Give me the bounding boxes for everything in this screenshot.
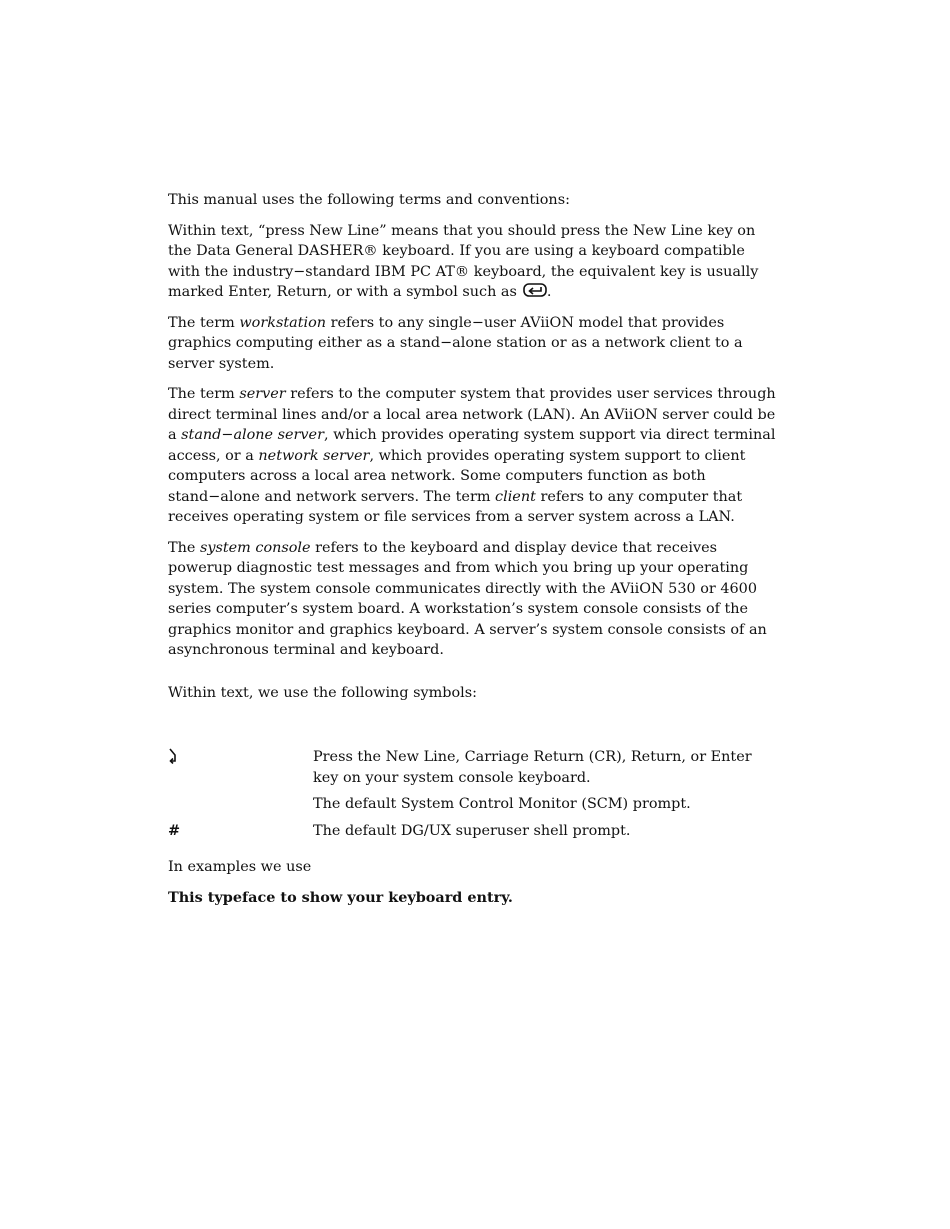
examples-intro: In examples we use	[168, 859, 312, 875]
document-page	[168, 190, 780, 918]
keyboard-entry-example: This typeface to show your keyboard entry.	[168, 888, 513, 906]
paragraph-new-line-text: Within text, “press New Line” means that you should press the New Line key on the Data General DASHER® keyboard. If you are using a keyboard compatible with the industry−standard IBM PC AT® keyboard, the equivalent key is usually marked Enter, Return, or with a symbol such as	[168, 222, 759, 300]
symbol-key	[168, 794, 313, 815]
symbol-key: #	[168, 821, 181, 839]
term-stand-alone-server: stand−alone server	[181, 427, 324, 443]
text-span: The term	[168, 314, 240, 331]
text-span: The term	[168, 386, 240, 402]
paragraph-new-line	[168, 221, 780, 303]
term-network-server: network server	[258, 447, 370, 464]
enter-key-icon	[523, 283, 547, 297]
paragraph-server	[168, 384, 780, 528]
intro-text: This manual uses the following terms and conventions:	[168, 192, 570, 208]
text-span: The	[168, 539, 200, 556]
symbols-intro: Within text, we use the following symbols:	[168, 684, 477, 701]
term-workstation: workstation	[239, 314, 327, 331]
text-span: , which provides operating system support via direct terminal access, or a	[168, 427, 776, 464]
text-span: refers to the computer system that provides user services through direct terminal lines and/or a local area network (LAN). An AViiON server could be a	[168, 386, 776, 443]
text-span: refers to any single−user AViiON model that provides graphics computing either as a stand−alone station or as a network client to a server system.	[168, 314, 743, 372]
paragraph-new-line-end: .	[546, 284, 552, 300]
symbol-key	[168, 747, 313, 788]
term-server: server	[239, 386, 286, 402]
symbol-description: Press the New Line, Carriage Return (CR), Return, or Enter key on your system console keyboard.	[313, 749, 752, 786]
text-span: , which provides operating system support to client computers across a local area network. Some computers function as both stand−alone and network servers. The term	[168, 447, 746, 505]
term-client: client	[495, 488, 536, 505]
symbol-row	[168, 794, 780, 815]
text-span: refers to the keyboard and display device that receives powerup diagnostic test messages and from which you bring up your operating system. The system console communicates directly with the AViiON 530 or 4600 series computer’s system board. A workstation’s system console consists of the graphics monitor and graphics keyboard. A server’s system console consists of an asynchronous terminal and keyboard.	[168, 539, 767, 658]
text-span: refers to any computer that receives operating system or file services from a server system across a LAN.	[168, 488, 743, 525]
symbol-description: The default DG/UX superuser shell prompt.	[313, 822, 631, 839]
newline-arrow-icon	[168, 747, 178, 763]
symbol-description: The default System Control Monitor (SCM) prompt.	[313, 796, 691, 812]
symbols-table	[168, 747, 780, 841]
paragraph-workstation	[168, 313, 780, 375]
paragraph-system-console	[168, 538, 780, 661]
term-system-console: system console	[199, 539, 311, 556]
symbol-row	[168, 821, 780, 842]
symbol-row	[168, 747, 780, 788]
